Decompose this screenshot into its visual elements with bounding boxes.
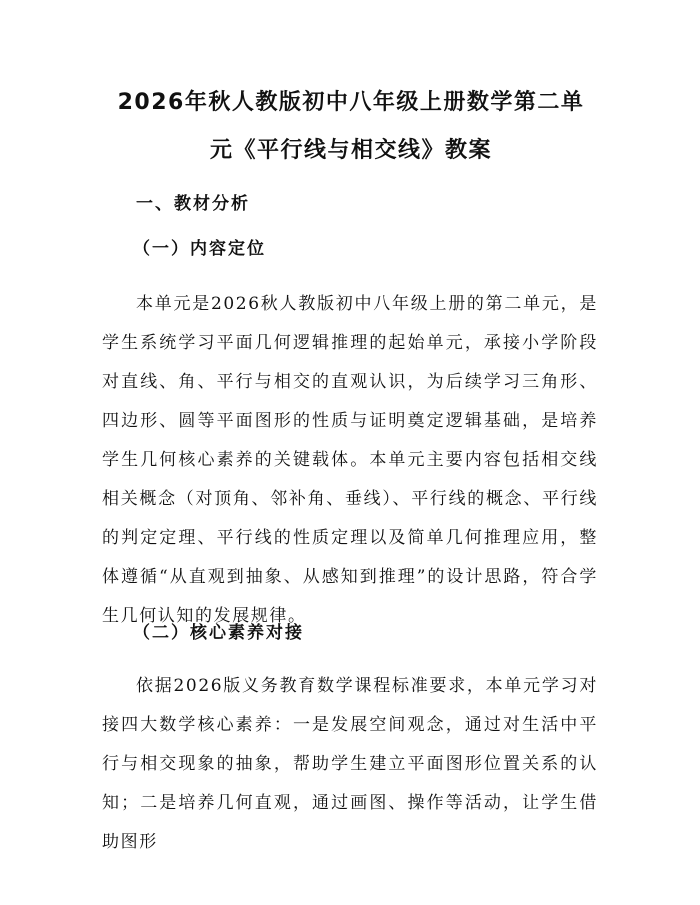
section-heading-textbook-analysis: 一、教材分析 — [136, 194, 250, 214]
subsection-heading-content-positioning: （一）内容定位 — [133, 239, 266, 259]
document-title-line-1: 2026年秋人教版初中八年级上册数学第二单 — [117, 90, 585, 115]
paragraph-core-literacy: 依据2026版义务教育数学课程标准要求，本单元学习对接四大数学核心素养：一是发展空间观念，通过对生活中平行与相交现象的抽象，帮助学生建立平面图形位置关系的认知；二是培养几何直观，通过画图、操作等活动，让学生借助图形 — [102, 676, 598, 852]
paragraph-content-positioning: 本单元是2026秋人教版初中八年级上册的第二单元，是学生系统学习平面几何逻辑推理的起始单元，承接小学阶段对直线、角、平行与相交的直观认识，为后续学习三角形、四边形、圆等平面图形的性质与证明奠定逻辑基础，是培养学生几何核心素养的关键载体。本单元主要内容包括相交线相关概念（对顶角、邻补角、垂线）、平行线的概念、平行线的判定定理、平行线的性质定理以及简单几何推理应用，整体遵循“从直观到抽象、从感知到推理”的设计思路，符合学生几何认知的发展规律。 — [102, 294, 598, 626]
subsection-heading-core-literacy: （二）核心素养对接 — [133, 623, 304, 643]
document-title-line-2: 元《平行线与相交线》教案 — [209, 138, 492, 163]
